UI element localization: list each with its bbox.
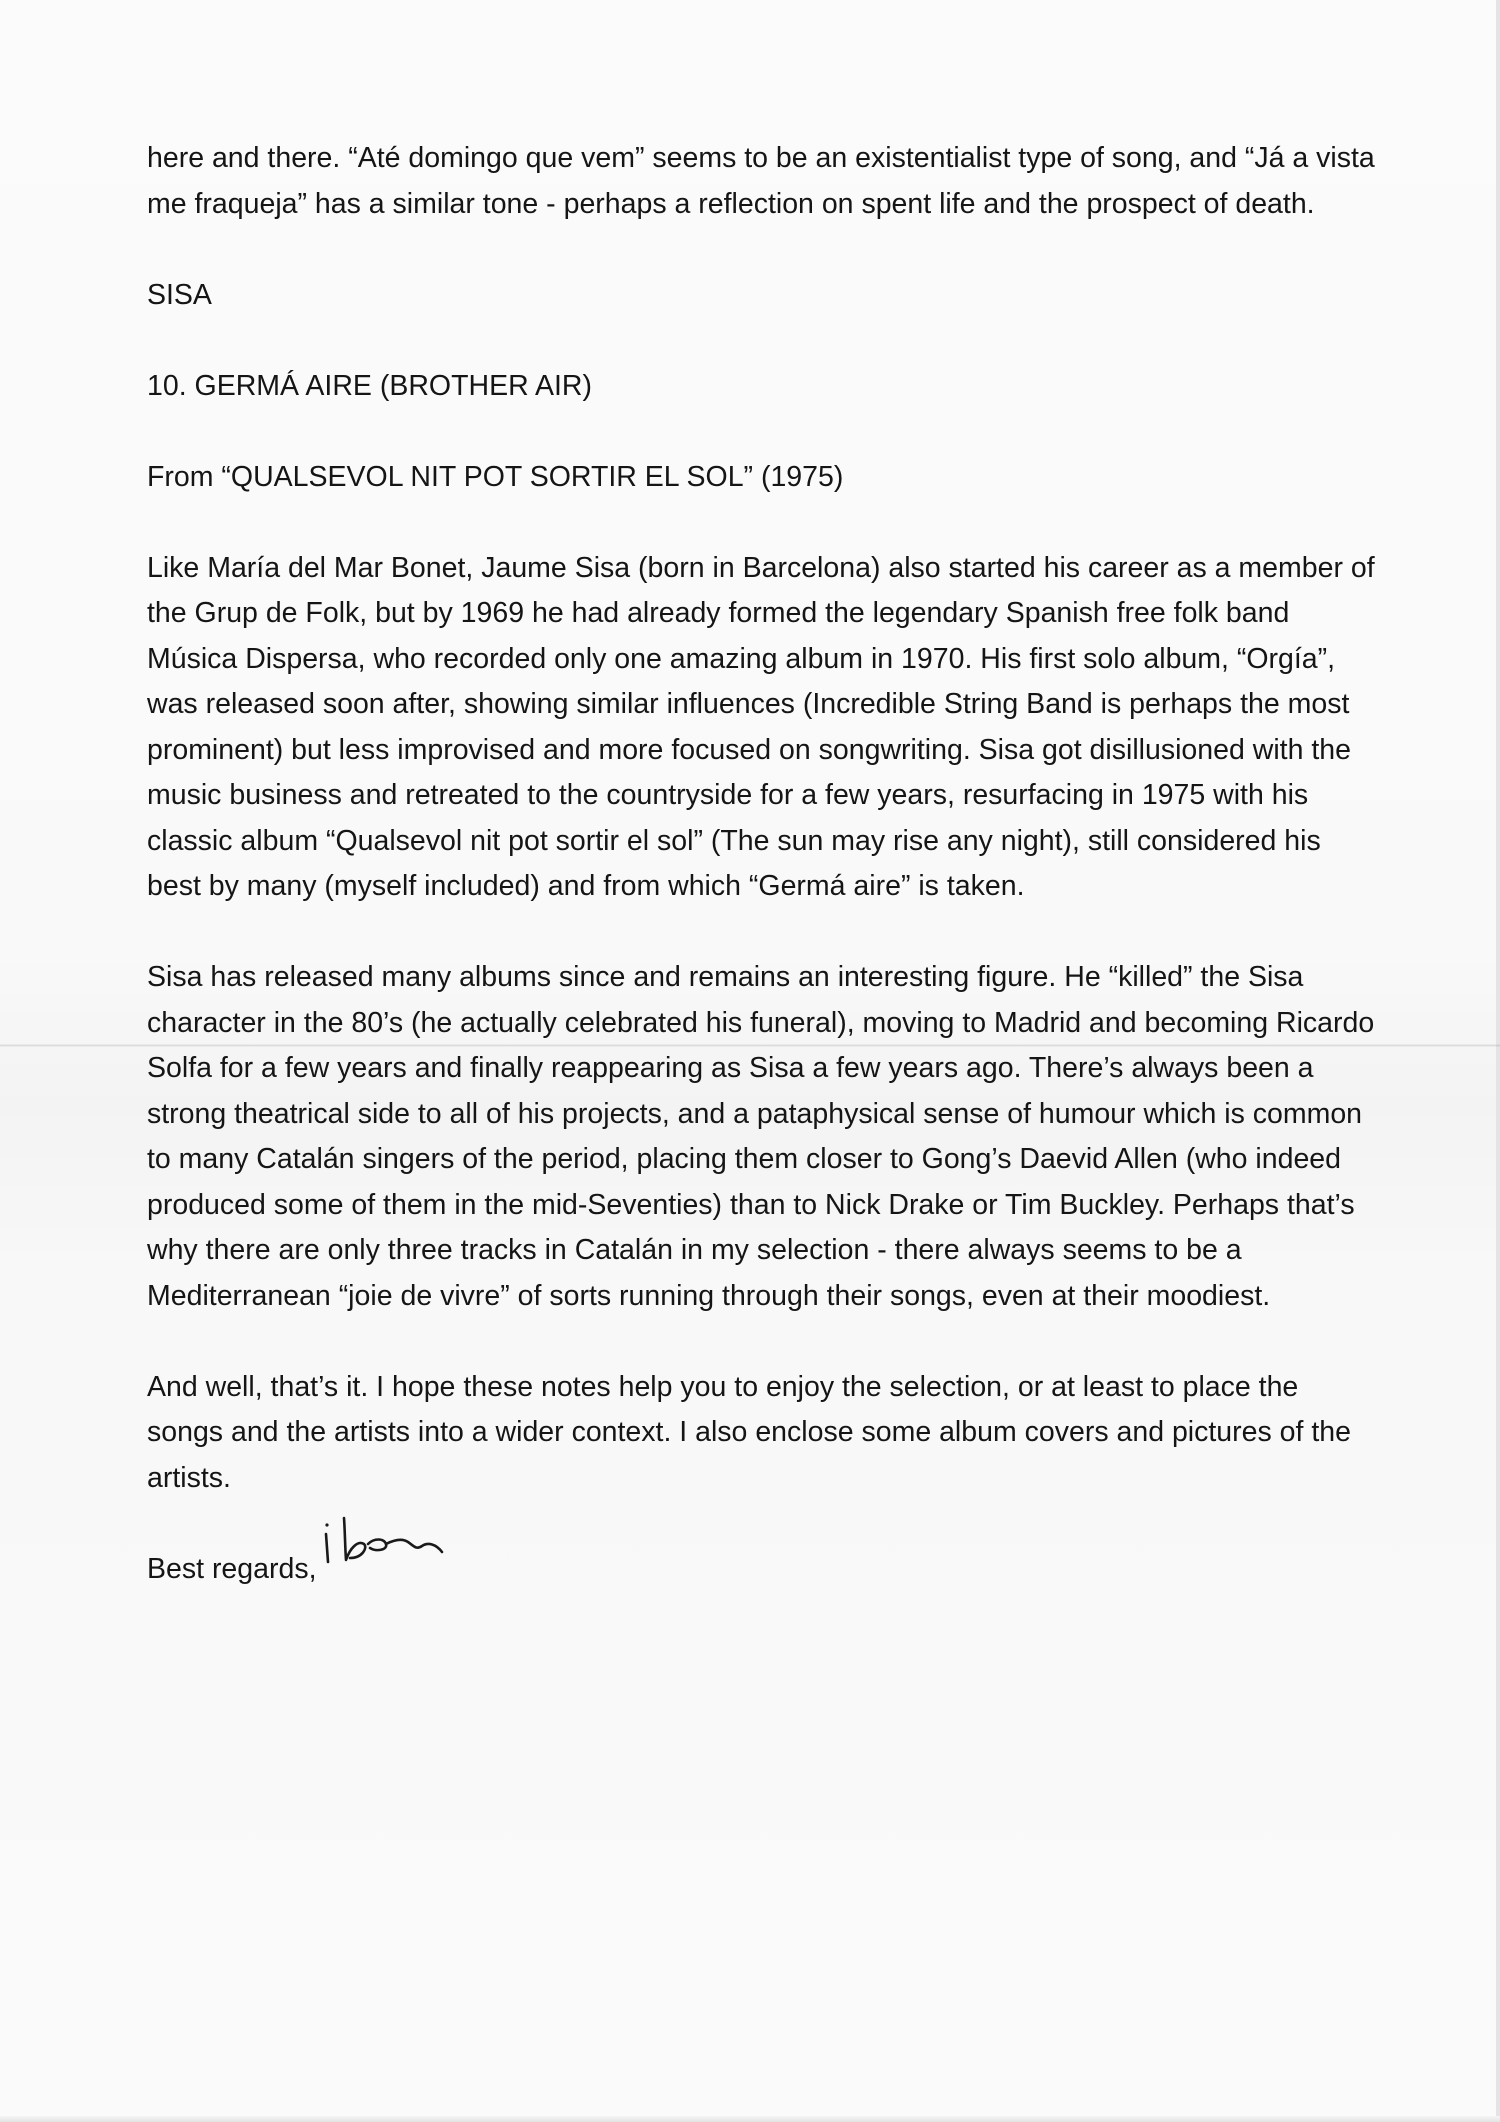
later-career-paragraph: Sisa has released many albums since and remains an interesting figure. He “killed” the Sisa character in the 80’s (he actually celebrated his funeral), moving to Madrid and becoming Ricardo Solfa for a few years and finally reappearing as Sisa a few years ago. There’s always been a strong theatrical side to all of his projects, and a pataphysical sense of humour which is common to many Catalán singers of the period, placing them closer to Gong’s Daevid Allen (who indeed produced some of them in the mid-Seventies) than to Nick Drake or Tim Buckley. Perhaps that’s why there are only three tracks in Catalán in my selection - there always seems to be a Mediterranean “joie de vivre” of sorts running through their songs, even at their moodiest.: [147, 961, 1375, 1312]
album-line: From “QUALSEVOL NIT POT SORTIR EL SOL” (1975): [147, 460, 844, 493]
closing-paragraph: And well, that’s it. I hope these notes help you to enjoy the selection, or at least to place the songs and the artists into a wider context. I also enclose some album covers and pictures of the artists.: [147, 1370, 1351, 1494]
bio-paragraph: Like María del Mar Bonet, Jaume Sisa (born in Barcelona) also started his career as a member of the Grup de Folk, but by 1969 he had already formed the legendary Spanish free folk band Música Dispersa, who recorded only one amazing album in 1970. His first solo album, “Orgía”, was released soon after, showing similar influences (Incredible String Band is perhaps the most prominent) but less improvised and more focused on songwriting. Sisa got disillusioned with the music business and retreated to the countryside for a few years, resurfacing in 1975 with his classic album “Qualsevol nit pot sortir el sol” (The sun may rise any night), still considered his best by many (myself included) and from which “Germá aire” is taken.: [147, 551, 1375, 902]
artist-heading: SISA: [147, 278, 212, 311]
letter-body: [147, 136, 1377, 1638]
paper-bottom-edge: [0, 2116, 1500, 2122]
intro-paragraph: here and there. “Até domingo que vem” seems to be an existentialist type of song, and “Já a vista me fraqueja” has a similar tone - perhaps a reflection on spent life and the prospect of death.: [147, 142, 1375, 220]
sign-off: Best regards,: [147, 1552, 317, 1585]
handwritten-signature: [318, 1500, 458, 1570]
paper-right-edge: [1496, 0, 1500, 2122]
track-heading: 10. GERMÁ AIRE (BROTHER AIR): [147, 369, 593, 402]
